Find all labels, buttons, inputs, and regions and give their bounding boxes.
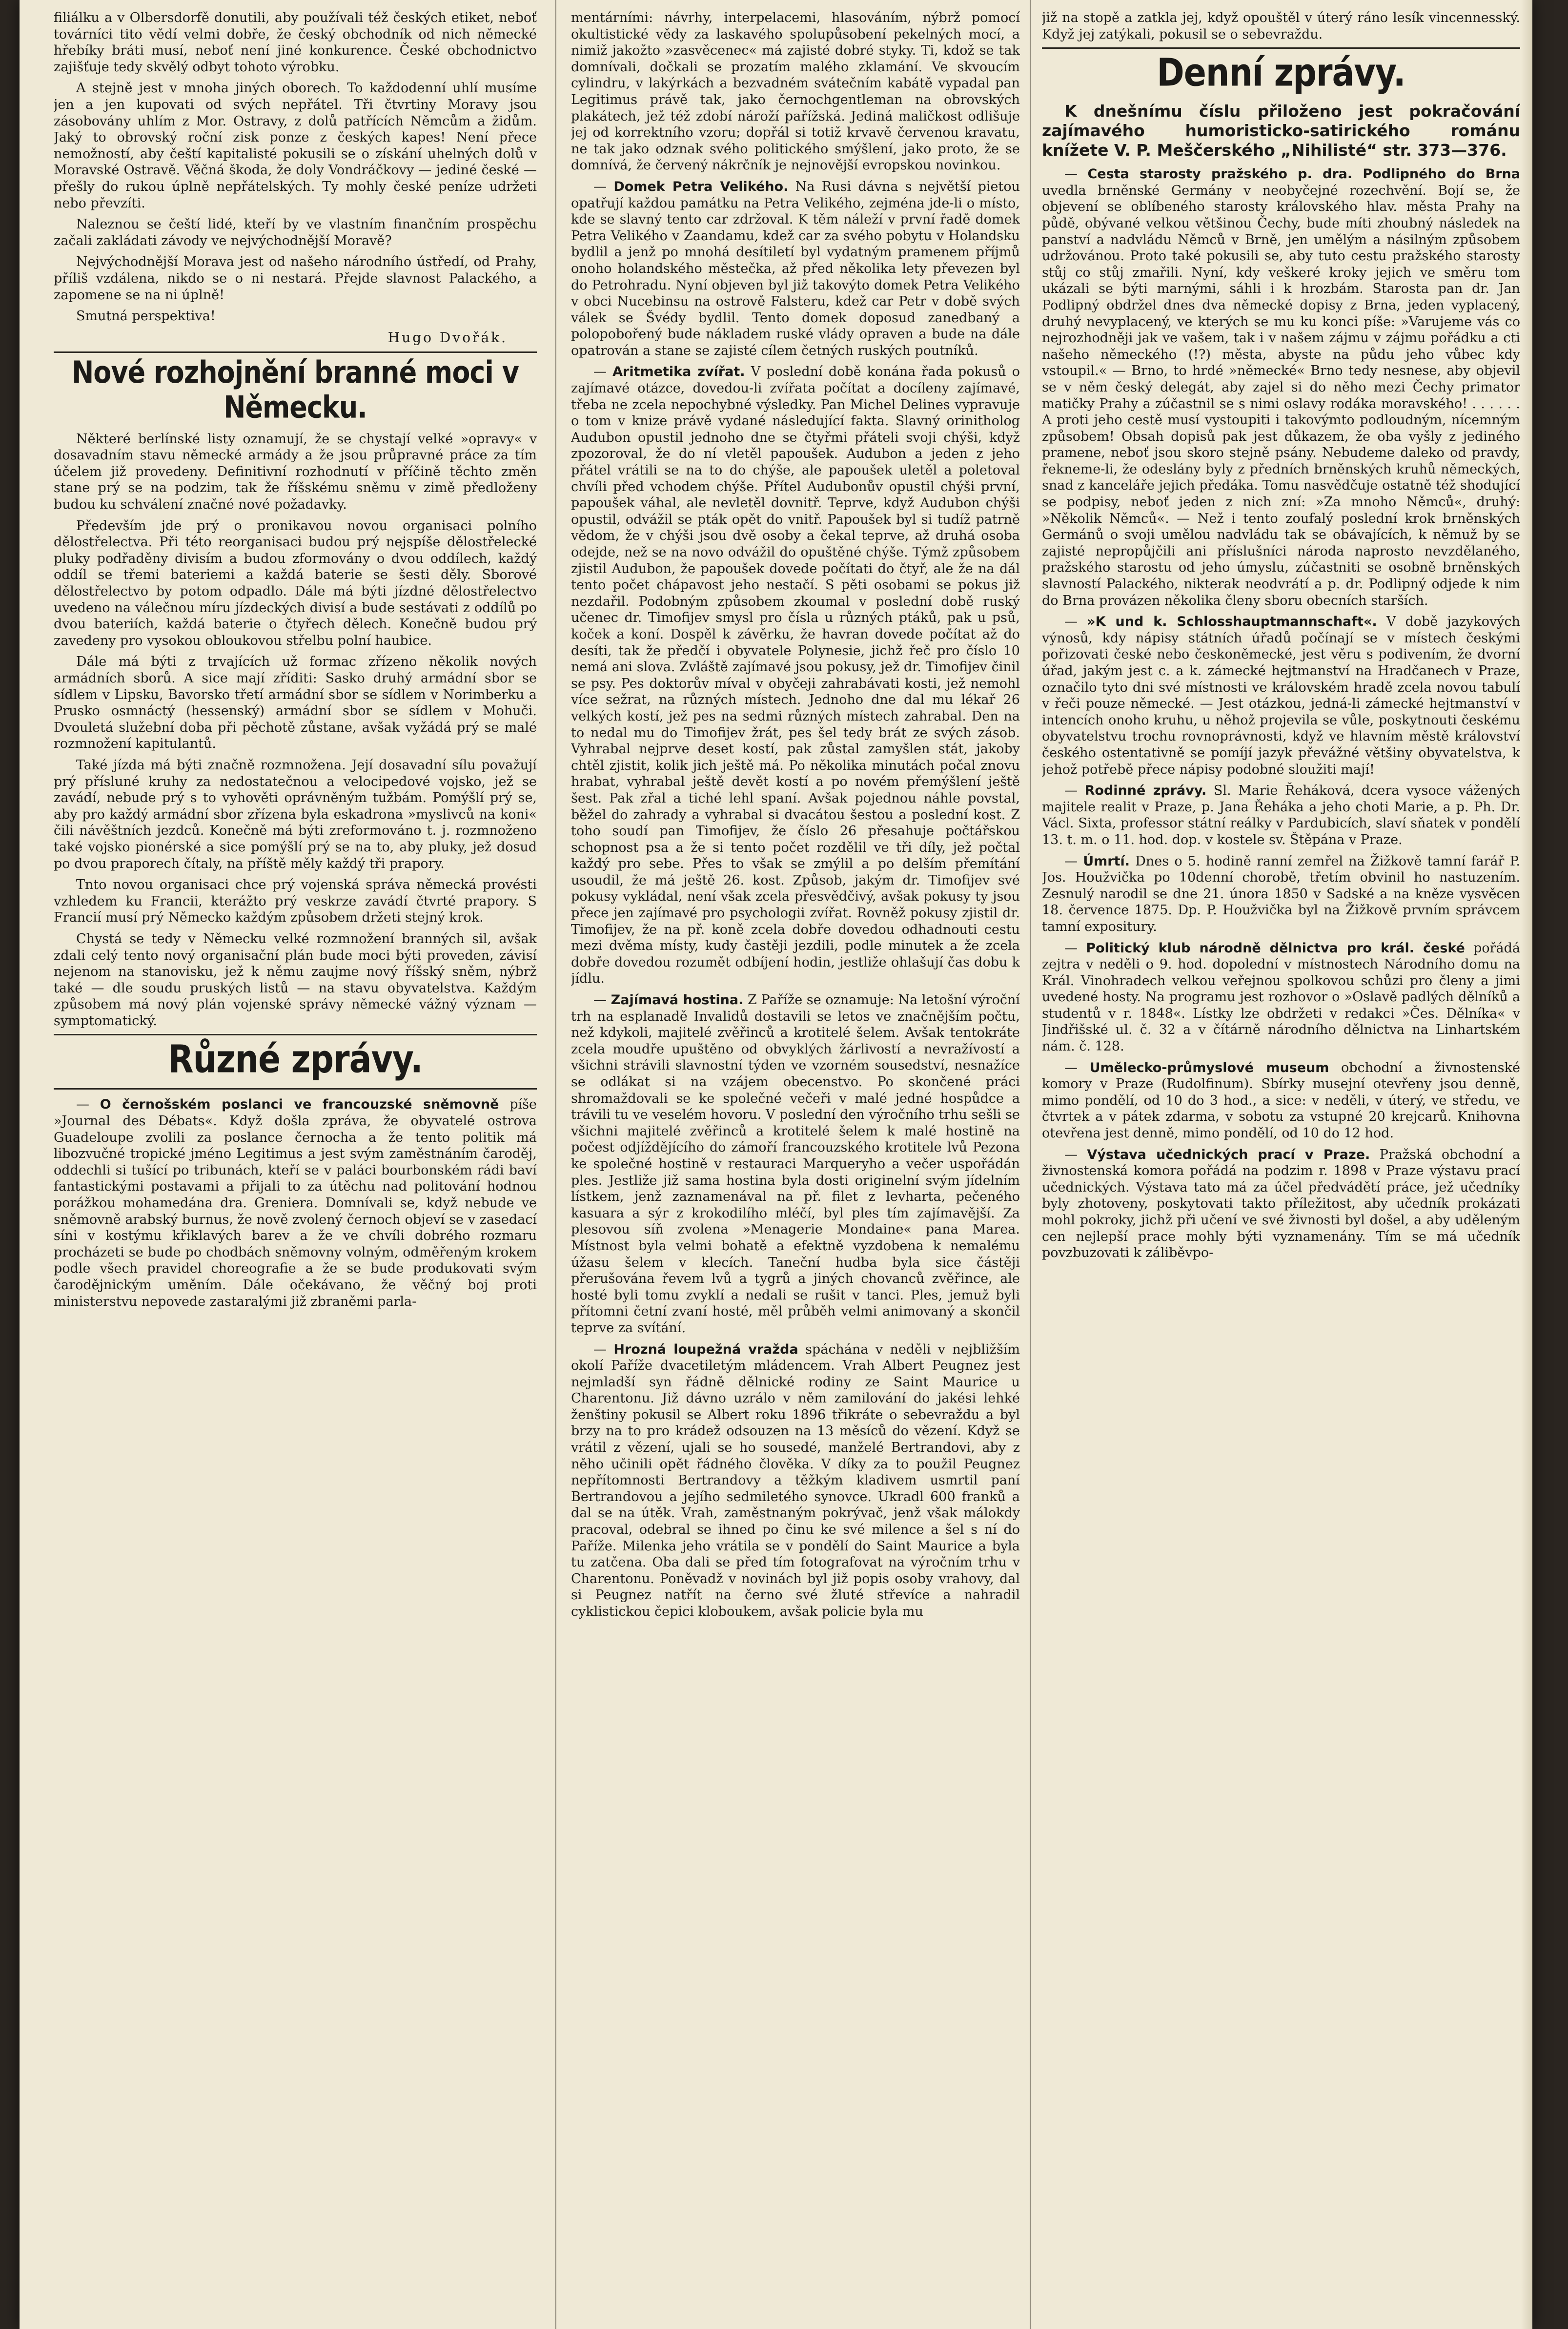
news-item: — Zajímavá hostina. Z Paříže se oznamuje: Na letošní výroční trh na esplanadě Invalidů dostavili se letos ve značnějším počtu, než kdykoli, majitelé zvěřinců a krotitelé šelem. Avšak tentokráte zcela moudře upuštěno od obvyklých žárlivostí a nevražívostí a všichni strávili slavnostní týden ve vzorném sousedství, nesnažíce se odlákat si na vzájem obecenstvo. Po skončené práci shromaždovali se ke společné večeři v malé jedné hospůdce a trávili tu ve veselém hovoru. V poslední den výročního trhu sešli se všichni majitelé zvěřinců a krotitelé šelem k malé hostině na počest odjíždějícího do zámoří francouzského krotitele lvů Pezona ke společné hostině v restauraci Marqueryho a večer uspořádán ples. Jestliže již sama hostina byla dosti originelní svým jídelním lístkem, jenž zaznamenával na př. filet z levharta, pečeného kasuara a sýr z krokodilího mléčí, byl ples tím zajímavější. Za plesovou síň zvolena »Menagerie Mondaine« pana Marea. Místnost byla velmi bohatě a efektně vyzdobena k nemalému úžasu šelem v klecích. Taneční hudba byla sice částěji přerušována řevem lvů a tygrů a jiných chovanců zvěřince, ale hosté byli tomu zvyklí a nedali se rušit v tanci. Ples, jemuž byli přítomni četní zvaní hosté, měl průběh velmi animovaný a skončil teprve za svítání. bbox=[571, 992, 1020, 1336]
supplement-notice: K dnešnímu číslu přiloženo jest pokračování zajímavého humoristicko-satirického románu knížete V. P. Meščerského „Nihilisté“ str. 373—376. bbox=[1042, 102, 1520, 160]
article-paragraph: Tnto novou organisaci chce prý vojenská správa německá provésti vzhledem ku Francii, kterážto prý veskrze zavádí čtvrté prapory. S Francií musí prý Německo každým způsobem držeti stejný krok. bbox=[54, 877, 537, 926]
divider bbox=[54, 351, 537, 353]
news-item-title: O černošském poslanci ve francouzské sněmovně bbox=[100, 1097, 499, 1113]
author-signature: Hugo Dvořák. bbox=[387, 329, 508, 346]
article-paragraph: již na stopě a zatkla jej, když opouštěl v úterý ráno lesík vincennesský. Když jej zatýkali, pokusil se o sebevraždu. bbox=[1042, 10, 1520, 42]
news-item-title: »K und k. Schlosshauptmannschaft«. bbox=[1087, 614, 1377, 630]
news-item-text: pořádá zejtra v neděli o 9. hod. dopolední v místnostech Národního domu na Král. Vinohradech velkou veřejnou spolkovou schůzi pro členy a jimi uvedené hosty. Na programu jest rozhovor o »Oslavě padlých dělníků a studentů v r. 1848«. Lístky lze obdržeti v redakci »Čes. Dělníka« v Jindřišské ul. č. 32 a v čítárně národního dělnictva na Linhartském nám. č. 128. bbox=[1042, 940, 1520, 1054]
news-item-text: obchodní a živnostenské komory v Praze (Rudolfinum). Sbírky musejní otevřeny jsou denně, mimo pondělí, od 10 do 3 hod., a sice: v neděli, v úterý, ve středu, ve čtvrtek a v pátek zdarma, v sobotu za vstupné 20 krejcarů. Knihovna otevřena jest denně, mimo pondělí, od 10 do 12 hod. bbox=[1042, 1060, 1520, 1141]
page-edge bbox=[1521, 0, 1532, 2329]
news-item-text: uvedla brněnské Germány v neobyčejné rozechvění. Bojí se, že objevení se oblíbeného starosty královského hlav. města Prahy na půdě, obývané velkou většinou Čechy, bude míti zhoubný následek na panství a nadvládu Němců v Brně, jen umělým a násilným způsobem udržovánou. Proto také pokusili se, aby tuto cestu pražského starosty stůj co stůj zmařili. Nyní, kdy veškeré kroky jejich ve směru tom ukázali se býti marnými, sáhli i k hrozbám. Starosta pan dr. Jan Podlipný obdržel dnes dva německé dopisy z Brna, jeden vyplacený, druhý nevyplacený, ve kterých se mu ku konci píše: »Varujeme vás co nejrozhodněji jak ve vašem, tak i v našem zájmu v zájmu pořádku a cti našeho německého (!?) města, abyste na půdu jeho vůbec kdy vstoupil.« — Brno, to hrdé »německé« Brno tedy nesnese, aby objevil se v něm český delegát, aby zajel si do něho mezi Čechy primator matičky Prahy a zúčastnil se s nimi oslavy rodáka moravského! . . . . . . A proti jeho cestě musí vystoupiti i takovýmto podloudným, nícemným způsobem! Obsah dopisů pak jest důkazem, že oba vyšly z jediného pramene, neboť jsou skoro stejně psány. Nebudeme daleko od pravdy, řekneme-li, že odeslány byly z předních brněnských kruhů německých, snad z kanceláře jejich předáka. Tomu nasvědčuje ostatně též shodující se podpisy, neboť jeden z nich zní: »Za mnoho Němců«, druhý: »Několik Němců«. — Než i tento zoufalý poslední krok brněnských Germánů o svoji umělou nadvládu tak se obávajících, k němuž by se zajisté nepropůjčili ani příslušníci národa naprosto nevzdělaného, pražského starostu od jeho úmyslu, zúčastniti se osobně brněnských slavností Palackého, nikterak neodvrátí a p. dr. Podlipný odjede k nim do Brna provázen několika členy sboru obecních starších. bbox=[1042, 183, 1520, 608]
article-paragraph: Naleznou se čeští lidé, kteří by ve vlastním finančním prospěchu začali zakládati závody ve nejvýchodnější Moravě? bbox=[54, 217, 537, 248]
news-item: — Úmrtí. Dnes o 5. hodině ranní zemřel na Žižkově tamní farář P. Jos. Houžvička po 10denní chorobě, třetím obvinil ho nastuzením. Zesnulý narodil se dne 21. února 1850 v Sadské a na kněze vysvěcen 18. července 1875. Dp. P. Houžvička byl na Žižkově prvním správcem tamní expositury. bbox=[1042, 853, 1520, 934]
news-item: — Umělecko-průmyslové museum obchodní a živnostenské komory v Praze (Rudolfinum). Sbírky musejní otevřeny jsou denně, mimo pondělí, od 10 do 3 hod., a sice: v neděli, v úterý, ve středu, ve čtvrtek a v pátek zdarma, v sobotu za vstupné 20 krejcarů. Knihovna otevřena jest denně, mimo pondělí, od 10 do 12 hod. bbox=[1042, 1060, 1520, 1141]
article-paragraph: Některé berlínské listy oznamují, že se chystají velké »opravy« v dosavadním stavu německé armády a že jsou průpravné práce za tím účelem již provedeny. Definitivní rozhodnutí v příčině těchto změn stane prý se na podzim, tak že říšskému sněmu v zimě předloženy budou ku schválení značné nové požadavky. bbox=[54, 431, 537, 513]
column-3 bbox=[1042, 10, 1520, 2319]
news-item: — Aritmetika zvířat. V poslední době konána řada pokusů o zajímavé otázce, dovedou-li zvířata počítat a docíleny zajímavé, třeba ne zcela nepochybné výsledky. Pan Michel Delines vypravuje o tom v knize právě vydané následující fakta. Slavný orinitholog Audubon opustil jednoho dne se čtyřmi přáteli svoji chýši, když zpozoroval, že do ní vletěl papoušek. Audubon a jeden z jeho přátel vrátili se na to do chýše, ale papoušek uletěl a poletoval chvíli před vchodem chýše. Přítel Audubonův opustil chýši první, papoušek váhal, ale nevletěl dovnitř. Teprve, když Audubon chýši opustil, odvážil se pták opět do vnitř. Papoušek byl si tudíž patrně vědom, že v chýši jsou dvě osoby a čekal teprve, až druhá osoba odejde, než se na novo odvážil do opuštěné chýše. Týmž způsobem zjistil Audubon, že papoušek dovede počítati do čtyř, ale že na dál tento počet chápavost jeho nestačí. S pěti osobami se pokus již nezdařil. Podobným způsobem zkoumal v poslední době ruský učenec dr. Timofijev smysl pro čísla u různých ptáků, pak u psů, koček a koní. Dospěl k závěrku, že havran dovede počítat až do desíti, tak že předčí i obyvatele Polynesie, jichž řeč pro číslo 10 nemá ani slova. Zvláště zajímavé jsou pokusy, jež dr. Timofijev činil se psy. Pes doktorův míval v obyčeji zahrabávati kosti, jež nemohl více sežrat, na různých místech. Jednoho dne dal mu lékař 26 velkých kostí, jež pes na sedmi různých místech zahrabal. Den na to nedal mu do Timofijev žrát, pes šel tedy brát ze svých zásob. Vyhrabal nejprve deset kostí, pak zůstal zamyšlen stát, jakoby chtěl zjistit, kolik jich ještě má. Po několika minutách počal znovu hrabat, vyhrabal ještě devět kostí a po novém přemýšlení ještě šest. Pak zřal a tiché lehl spaní. Avšak pojednou náhle povstal, běžel do zahrady a vyhrabal si dvacátou šestou a poslední kost. Z toho soudí pan Timofijev, že číslo 26 přesahuje počtářskou schopnost psa a že si tento počet rozdělil ve tři díly, jež počtal každý pro sebe. Přes to však se zmýlil a po delším přemítání usoudil, že má ještě 26. kost. Způsob, jakým dr. Timofijev své pokusy vykládal, není však zcela přesvědčivý, avšak pokusy ty jsou přece jen zajímavé pro psychologii zvířat. Rovněž pokusy zjistil dr. Timofijev, že na př. koně zcela dobře dovedou odhadnouti cestu mezi dvěma místy, kudy častěji jezdili, podle minutek a že zcela dobře dovedou rozumět odbíjení hodin, jestliže ohlašují čas dobu k jídlu. bbox=[571, 364, 1020, 987]
news-item-title: Úmrtí. bbox=[1083, 853, 1130, 869]
news-item-text: V době jazykových výnosů, kdy nápisy státních úřadů počínají se v místech českými pořizovati české nebo českoněmecké, jest věru s podivením, že dvorní úřad, jakým jest c. a k. zámecké hejtmanství na Hradčanech v Praze, označilo tyto dni své místnosti ve královském hradě zcela novou tabulí v řeči pouze německé. — Jest otázkou, jedná-li zámecké hejtmanství v intencích onoho kruhu, u něhož projevila se vůle, poskytnouti českému obyvatelstvu trochu rovnoprávnosti, když ve hlavním městě království českého ostentativně se pomíjí jazyk převážné většiny obyvatelstva, k jehož potřebě přece nápisy podobné sloužiti mají! bbox=[1042, 614, 1520, 777]
headline-denni-zpravy: Denní zprávy. bbox=[1157, 51, 1405, 96]
news-item: — »K und k. Schlosshauptmannschaft«. V době jazykových výnosů, kdy nápisy státních úřadů počínají se v místech českými pořizovati české nebo českoněmecké, jest věru s podivením, že dvorní úřad, jakým jest c. a k. zámecké hejtmanství na Hradčanech v Praze, označilo tyto dni své místnosti ve královském hradě zcela novou tabulí v řeči pouze německé. — Jest otázkou, jedná-li zámecké hejtmanství v intencích onoho kruhu, u něhož projevila se vůle, poskytnouti českému obyvatelstvu trochu rovnoprávnosti, když ve hlavním městě království českého ostentativně se pomíjí jazyk převážné většiny obyvatelstva, k jehož potřebě přece nápisy podobné sloužiti mají! bbox=[1042, 614, 1520, 777]
divider bbox=[54, 1088, 537, 1090]
news-item: — Politický klub národně dělnictva pro král. české pořádá zejtra v neděli o 9. hod. dopolední v místnostech Národního domu na Král. Vinohradech velkou veřejnou spolkovou schůzi pro členy a jimi uvedené hosty. Na programu jest rozhovor o »Oslavě padlých dělníků a studentů v r. 1848«. Lístky lze obdržeti v redakci »Čes. Dělníka« v Jindřišské ul. č. 32 a v čítárně národního dělnictva na Linhartském nám. č. 128. bbox=[1042, 940, 1520, 1054]
news-item-title: Hrozná loupežná vražda bbox=[613, 1341, 798, 1357]
news-item: — Rodinné zprávy. Sl. Marie Řeháková, dcera vysoce vážených majitele realit v Praze, p. Jana Řeháka a jeho choti Marie, a p. Ph. Dr. Václ. Sixta, professor státní reálky v Pardubicích, slaví sňatek v pondělí 13. t. m. o 11. hod. dop. v kostele sv. Štěpána v Praze. bbox=[1042, 783, 1520, 847]
news-item-text: Dnes o 5. hodině ranní zemřel na Žižkově tamní farář P. Jos. Houžvička po 10denní chorobě, třetím obvinil ho nastuzením. Zesnulý narodil se dne 21. února 1850 v Sadské a na kněze vysvěcen 18. července 1875. Dp. P. Houžvička byl na Žižkově prvním správcem tamní expositury. bbox=[1042, 853, 1520, 934]
news-item: — Cesta starosty pražského p. dra. Podlipného do Brna uvedla brněnské Germány v neobyčejné rozechvění. Bojí se, že objevení se oblíbeného starosty královského hlav. města Prahy na půdě, obývané velkou většinou Čechy, bude míti zhoubný následek na panství a nadvládu Němců v Brně, jen umělým a násilným způsobem udržovánou. Proto také pokusili se, aby tuto cestu pražského starosty stůj co stůj zmařili. Nyní, kdy veškeré kroky jejich ve směru tom ukázali se býti marnými, sáhli i k hrozbám. Starosta pan dr. Jan Podlipný obdržel dnes dva německé dopisy z Brna, jeden vyplacený, druhý nevyplacený, ve kterých se mu ku konci píše: »Varujeme vás co nejrozhodněji jak ve vašem, tak i v našem zájmu v zájmu pořádku a cti našeho německého (!?) města, abyste na půdu jeho vůbec kdy vstoupil.« — Brno, to hrdé »německé« Brno tedy nesnese, aby objevil se v něm český delegát, aby zajel si do něho mezi Čechy primator matičky Prahy a zúčastnil se s nimi oslavy rodáka moravského! . . . . . . A proti jeho cestě musí vystoupiti i takovýmto podloudným, nícemným způsobem! Obsah dopisů pak jest důkazem, že oba vyšly z jediného pramene, neboť jsou skoro stejně psány. Nebudeme daleko od pravdy, řekneme-li, že odeslány byly z předních brněnských kruhů německých, snad z kanceláře jejich předáka. Tomu nasvědčuje ostatně též shodující se podpisy, neboť jeden z nich zní: »Za mnoho Němců«, druhý: »Několik Němců«. — Než i tento zoufalý poslední krok brněnských Germánů o svoji umělou nadvládu tak se obávajících, k němuž by se zajisté nepropůjčili ani příslušníci národa naprosto nevzdělaného, pražského starostu od jeho úmyslu, zúčastniti se osobně brněnských slavností Palackého, nikterak neodvrátí a p. dr. Podlipný odjede k nim do Brna provázen několika členy sboru obecních starších. bbox=[1042, 166, 1520, 608]
column-rule bbox=[1030, 0, 1031, 2329]
news-item-text: píše »Journal des Débats«. Když došla zpráva, že obyvatelé ostrova Guadeloupe zvolili za poslance černocha a že tento politik má libozvučné tropické jméno Legitimus a jest svým zaměstnáním čaroděj, oddechli si tušící po tribunách, kteří se v paláci bourbonském rádi baví fantastickými postavami a přijali to za útěchu nad politování hodnou porážkou mohamedána dra. Greniera. Domnívali se, když nebude ve sněmovně arabský burnus, že nově zvolený černoch objeví se v zasedací síni v kostýmu křiklavých barev a že ve chvíli dobrého rozmaru procházeti se bude po chodbách sněmovny volným, odměřeným krokem podle všech pravidel choreografie a že se bude produkovati svým čarodějnickým uměním. Dále očekávano, že věčný boj proti ministerstvu nepovede zastaralými již zbraněmi parla- bbox=[54, 1097, 537, 1309]
headline-army: Nové rozhojnění branné moci v Německu. bbox=[72, 354, 519, 425]
article-paragraph: A stejně jest v mnoha jiných oborech. To každodenní uhlí musíme jen a jen kupovati od svých nepřátel. Tři čtvrtiny Moravy jsou zásobovány uhlím z Mor. Ostravy, z dolů patřících Němcům a židům. Jaký to obrovský roční zisk ponze z českých kapes! Není přece nemožností, aby čeští kapitalisté pokusili se o získání uhelných dolů v Moravské Ostravě. Věčná škoda, že doly Vondráčkovy — jediné české — přešly do rukou úplně nepřátelských. Ty mohly české peníze udržeti nebo převzíti. bbox=[54, 81, 537, 211]
article-paragraph: filiálku a v Olbersdorfě donutili, aby používali též českých etiket, neboť továrníci tito vědí velmi dobře, že český obchodník od nich německé hřebíky bráti musí, neboť není jiné konkurence. České obchodnictvo zajišťuje tedy skvělý odbyt tohoto výrobku. bbox=[54, 10, 537, 75]
article-paragraph: Smutná perspektiva! bbox=[76, 309, 216, 324]
news-item-text: Z Paříže se oznamuje: Na letošní výroční trh na esplanadě Invalidů dostavili se letos ve značnějším počtu, než kdykoli, majitelé zvěřinců a krotitelé šelem. Avšak tentokráte zcela moudře upuštěno od obvyklých žárlivostí a nevražívostí a všichni strávili slavnostní týden ve vzorném sousedství, nesnažíce se odlákat si na vzájem obecenstvo. Po skončené práci shromaždovali se ke společné večeři v malé jedné hospůdce a trávili tu ve veselém hovoru. V poslední den výročního trhu sešli se všichni majitelé zvěřinců a krotitelé šelem k malé hostině na počest odjíždějícího do zámoří francouzského krotitele lvů Pezona ke společné hostině v restauraci Marqueryho a večer uspořádán ples. Jestliže již sama hostina byla dosti originelní svým jídelním lístkem, jenž zaznamenával na př. filet z levharta, pečeného kasuara a sýr z krokodilího mléčí, byl ples tím zajímavější. Za plesovou síň zvolena »Menagerie Mondaine« pana Marea. Místnost byla velmi bohatě a efektně vyzdobena k nemalému úžasu šelem v klecích. Taneční hudba byla sice částěji přerušována řevem lvů a tygrů a jiných chovanců zvěřince, ale hosté byli tomu zvyklí a nedali se rušit v tanci. Ples, jemuž byli přítomni četní zvaní hosté, měl průběh velmi animovaný a skončil teprve za svítání. bbox=[571, 992, 1020, 1336]
news-item-text: Pražská obchodní a živnostenská komora pořádá na podzim r. 1898 v Praze výstavu prací učednických. Výstava tato má za účel předvádětí práce, jež učedníky byly zhotoveny, poskytovati takto příležitost, aby učedník prokázati mohl pokroky, jichž při učení ve své živnosti byl došel, a aby uděleným cen nejlepší prace mohly býti vyznamenány. Tím se má učedník povzbuzovati k záliběvpo- bbox=[1042, 1147, 1520, 1261]
article-paragraph: mentárními: návrhy, interpelacemi, hlasováním, nýbrž pomocí okultistické vědy za laskavého spolupůsobení pekelných mocí, a nimiž jakožto »zasvěcenec« má zajisté dobré styky. Ti, kdož se tak domnívali, dočkali se prozatím malého zklamání. Ve skvoucím cylindru, v lakýrkách a bezvadném svátečním kabátě vypadal pan Legitimus právě tak, jako černochgentleman na obrovských plakátech, jež též zdobí nároží pařížská. Jediná maličkost odlišuje jej od korrektního vzoru; dopřál si totiž krvavě červenou kravatu, ne tak jako odznak svého politického smýšlení, jako proto, že se domnívá, že červený nákrčník je nejnovější evropskou novinkou. bbox=[571, 10, 1020, 173]
news-item-title: Zajímavá hostina. bbox=[611, 992, 744, 1008]
news-item-text: spáchána v neděli v nejbližším okolí Paříže dvacetiletým mládencem. Vrah Albert Peugnez jest nejmladší syn řádně dělnické rodiny ze Saint Maurice u Charentonu. Již dávno uzrálo v něm zamilování do jakési lehké ženštiny pokusil se Albert roku 1896 třikráte o sebevraždu a byl brzy na to pro krádež odsouzen na 13 měsíců do vězení. Když se vrátil z vězení, ujali se ho sousedé, manželé Bertrandovi, aby z něho učinili opět řádného člověka. V díky za to použil Peugnez nepřítomnosti Bertrandovy a těžkým kladivem usmrtil paní Bertrandovou a jejího sedmiletého synovce. Ukradl 600 franků a dal se na útěk. Vrah, zaměstnaným pokrývač, jenž však málokdy pracoval, odebral se ihned po činu ke své milence a šel s ní do Paříže. Milenka jeho vrátila se v pondělí do Saint Maurice a byla tu zatčena. Oba dali se před tím fotografovat na výročním trhu v Charentonu. Poněvadž v novinách byl již popis osoby vrahovy, dal si Peugnez natřít na černo své žluté střevíce a nahradil cyklistickou čepici kloboukem, avšak policie byla mu bbox=[571, 1341, 1020, 1619]
news-item-title: Aritmetika zvířat. bbox=[612, 364, 745, 380]
newspaper-page bbox=[20, 0, 1532, 2329]
column-1 bbox=[54, 10, 537, 2319]
divider bbox=[54, 1034, 537, 1035]
column-rule bbox=[555, 0, 556, 2329]
news-item-title: Politický klub národně dělnictva pro král. české bbox=[1086, 940, 1465, 956]
news-item-title: Umělecko-průmyslové museum bbox=[1089, 1060, 1329, 1075]
news-item-text: Na Rusi dávna s největší pietou opatřují každou památku na Petra Velikého, zejména jde-li o místo, kde se slavný tento car zdržoval. K těm náleží v první řadě domek Petra Velikého v Zaandamu, kdež car za svého pobytu v Holandsku bydlil a jenž po mnohá desítiletí byl vydatným pramenem příjmů onoho holandského městečka, až před několika lety převezen byl do Petrohradu. Nyní objeven byl již takovýto domek Petra Velikého v obci Nucebinsu na ostrově Falsteru, kdež car Petr v době svých válek se Švédy bydlil. Tento domek doposud zanedbaný a polopobořený bude nákladem ruské vlády opraven a bude na dále opatrován a stane se zajisté cílem četných ruských poutníků. bbox=[571, 179, 1020, 358]
news-item-title: Domek Petra Velikého. bbox=[613, 179, 789, 194]
article-paragraph: Také jízda má býti značně rozmnožena. Její dosavadní sílu považují prý přísluné kruhy za nedostatečnou a velocipedové vojsko, jež se zavádí, nebude prý s to vyhověti oprávněným tužbám. Pomýšlí prý se, aby pro každý armádní sbor zřízena byla eskadrona »myslivců na koni« čili návěštních jezdců. Konečně má býti zreformováno t. j. rozmnoženo také vojsko pionérské a sice pomýšlí prý se na to, aby pluky, jež dosud po dvou praporech čítaly, na příště měly každý tři prapory. bbox=[54, 757, 537, 871]
news-item-title: Rodinné zprávy. bbox=[1084, 783, 1207, 799]
column-2 bbox=[571, 10, 1020, 2319]
article-paragraph: Především jde prý o pronikavou novou organisaci polního dělostřelectva. Při této reorganisaci budou prý nejspíše dělostřelecké pluky podřaděny divisím a budou zformovány o dvou oddílech, každý oddíl se třemi bateriemi a každá baterie se šesti děly. Sborové dělostřelectvo by potom odpadlo. Dále má býti jízdné dělostřelectvo uvedeno na válečnou míru jízdeckých divisí a bude sestávati z oddílů po dvou bateriích, každá baterie o čtyřech dělech. Konečně budou prý zavedeny pro vysokou obloukovou střelbu polní haubice. bbox=[54, 518, 537, 648]
news-item: — Výstava učednických prací v Praze. Pražská obchodní a živnostenská komora pořádá na podzim r. 1898 v Praze výstavu prací učednických. Výstava tato má za účel předvádětí práce, jež učedníky byly zhotoveny, poskytovati takto příležitost, aby učedník prokázati mohl pokroky, jichž při učení ve své živnosti byl došel, a aby uděleným cen nejlepší prace mohly býti vyznamenány. Tím se má učedník povzbuzovati k záliběvpo- bbox=[1042, 1147, 1520, 1261]
article-paragraph: Nejvýchodnější Morava jest od našeho národního ústředí, od Prahy, příliš vzdálena, nikdo se o ni nestará. Přejde slavnost Palackého, a zapomene se na ni úplně! bbox=[54, 254, 537, 303]
news-item: — Hrozná loupežná vražda spáchána v neděli v nejbližším okolí Paříže dvacetiletým mládencem. Vrah Albert Peugnez jest nejmladší syn řádně dělnické rodiny ze Saint Maurice u Charentonu. Již dávno uzrálo v něm zamilování do jakési lehké ženštiny pokusil se Albert roku 1896 třikráte o sebevraždu a byl brzy na to pro krádež odsouzen na 13 měsíců do vězení. Když se vrátil z vězení, ujali se ho sousedé, manželé Bertrandovi, aby z něho učinili opět řádného člověka. V díky za to použil Peugnez nepřítomnosti Bertrandovy a těžkým kladivem usmrtil paní Bertrandovou a jejího sedmiletého synovce. Ukradl 600 franků a dal se na útěk. Vrah, zaměstnaným pokrývač, jenž však málokdy pracoval, odebral se ihned po činu ke své milence a šel s ní do Paříže. Milenka jeho vrátila se v pondělí do Saint Maurice a byla tu zatčena. Oba dali se před tím fotografovat na výročním trhu v Charentonu. Poněvadž v novinách byl již popis osoby vrahovy, dal si Peugnez natřít na černo své žluté střevíce a nahradil cyklistickou čepici kloboukem, avšak policie byla mu bbox=[571, 1341, 1020, 1619]
news-item-title: Cesta starosty pražského p. dra. Podlipného do Brna bbox=[1087, 166, 1520, 182]
article-paragraph: Chystá se tedy v Německu velké rozmnožení branných sil, avšak zdali celý tento nový organisační plán bude moci býti proveden, závisí nejenom na stanovisku, jež k němu zaujme nový říšský sněm, nýbrž také — dle soudu pruských listů — na stavu obyvatelstva. Každým způsobem má nový plán vojenské správy německé vážný význam — symptomatický. bbox=[54, 931, 537, 1029]
news-item: — Domek Petra Velikého. Na Rusi dávna s největší pietou opatřují každou památku na Petra Velikého, zejména jde-li o místo, kde se slavný tento car zdržoval. K těm náleží v první řadě domek Petra Velikého v Zaandamu, kdež car za svého pobytu v Holandsku bydlil a jenž po mnohá desítiletí byl vydatným pramenem příjmů onoho holandského městečka, až před několika lety převezen byl do Petrohradu. Nyní objeven byl již takovýto domek Petra Velikého v obci Nucebinsu na ostrově Falsteru, kdež car Petr v době svých válek se Švédy bydlil. Tento domek doposud zanedbaný a polopobořený bude nákladem ruské vlády opraven a bude na dále opatrován a stane se zajisté cílem četných ruských poutníků. bbox=[571, 179, 1020, 358]
news-item: — O černošském poslanci ve francouzské sněmovně píše »Journal des Débats«. Když došla zpráva, že obyvatelé ostrova Guadeloupe zvolili za poslance černocha a že tento politik má libozvučné tropické jméno Legitimus a jest svým zaměstnáním čaroděj, oddechli si tušící po tribunách, kteří se v paláci bourbonském rádi baví fantastickými postavami a přijali to za útěchu nad politování hodnou porážkou mohamedána dra. Greniera. Domnívali se, když nebude ve sněmovně arabský burnus, že nově zvolený černoch objeví se v zasedací síni v kostýmu křiklavých barev a že ve chvíli dobrého rozmaru procházeti se bude po chodbách sněmovny volným, odměřeným krokem podle všech pravidel choreografie a že se bude produkovati svým čarodějnickým uměním. Dále očekávano, že věčný boj proti ministerstvu nepovede zastaralými již zbraněmi parla- bbox=[54, 1097, 537, 1309]
news-item-text: Sl. Marie Řeháková, dcera vysoce vážených majitele realit v Praze, p. Jana Řeháka a jeho choti Marie, a p. Ph. Dr. Václ. Sixta, professor státní reálky v Pardubicích, slaví sňatek v pondělí 13. t. m. o 11. hod. dop. v kostele sv. Štěpána v Praze. bbox=[1042, 783, 1520, 847]
news-item-text: V poslední době konána řada pokusů o zajímavé otázce, dovedou-li zvířata počítat a docíleny zajímavé, třeba ne zcela nepochybné výsledky. Pan Michel Delines vypravuje o tom v knize právě vydané následující fakta. Slavný orinitholog Audubon opustil jednoho dne se čtyřmi přáteli svoji chýši, když zpozoroval, že do ní vletěl papoušek. Audubon a jeden z jeho přátel vrátili se na to do chýše, ale papoušek uletěl a poletoval chvíli před vchodem chýše. Přítel Audubonův opustil chýši první, papoušek váhal, ale nevletěl dovnitř. Teprve, když Audubon chýši opustil, odvážil se pták opět do vnitř. Papoušek byl si tudíž patrně vědom, že v chýši jsou dvě osoby a čekal teprve, až druhá osoba odejde, než se na novo odvážil do opuštěné chýše. Týmž způsobem zjistil Audubon, že papoušek dovede počítati do čtyř, ale že na dál tento počet chápavost jeho nestačí. S pěti osobami se pokus již nezdařil. Podobným způsobem zkoumal v poslední době ruský učenec dr. Timofijev smysl pro čísla u různých ptáků, pak u psů, koček a koní. Dospěl k závěrku, že havran dovede počítat až do desíti, tak že předčí i obyvatele Polynesie, jichž řeč pro číslo 10 nemá ani slova. Zvláště zajímavé jsou pokusy, jež dr. Timofijev činil se psy. Pes doktorův míval v obyčeji zahrabávati kosti, jež nemohl více sežrat, na různých místech. Jednoho dne dal mu lékař 26 velkých kostí, jež pes na sedmi různých místech zahrabal. Den na to nedal mu do Timofijev žrát, pes šel tedy brát ze svých zásob. Vyhrabal nejprve deset kostí, pak zůstal zamyšlen stát, jakoby chtěl zjistit, kolik jich ještě má. Po několika minutách počal znovu hrabat, vyhrabal ještě devět kostí a po novém přemýšlení ještě šest. Pak zřal a tiché lehl spaní. Avšak pojednou náhle povstal, běžel do zahrady a vyhrabal si dvacátou šestou a poslední kost. Z toho soudí pan Timofijev, že číslo 26 přesahuje počtářskou schopnost psa a že si tento počet rozdělil ve tři díly, jež počtal každý pro sebe. Přes to však se zmýlil a po delším přemítání usoudil, že má ještě 26. kost. Způsob, jakým dr. Timofijev své pokusy vykládal, není však zcela přesvědčivý, avšak pokusy ty jsou přece jen zajímavé pro psychologii zvířat. Rovněž pokusy zjistil dr. Timofijev, že na př. koně zcela dobře dovedou odhadnouti cestu mezi dvěma místy, kudy častěji jezdili, podle minutek a že zcela dobře dovedou rozumět odbíjení hodin, jestliže ohlašují čas dobu k jídlu. bbox=[571, 364, 1020, 987]
divider bbox=[1042, 47, 1520, 49]
news-item-title: Výstava učednických prací v Praze. bbox=[1087, 1147, 1370, 1162]
headline-ruzne-zpravy: Různé zprávy. bbox=[168, 1037, 423, 1082]
article-paragraph: Dále má býti z trvajících už formac zřízeno několik nových armádních sborů. A sice mají zříditi: Sasko druhý armádní sbor se sídlem v Lipsku, Bavorsko třetí armádní sbor se sídlem v Norimberku a Prusko osmnáctý (hessenský) armádní sbor se sídlem v Mohuči. Dvouletá služební doba při pěchotě zůstane, avšak vyžádá prý se malé rozmnožení kapitulantů. bbox=[54, 654, 537, 752]
